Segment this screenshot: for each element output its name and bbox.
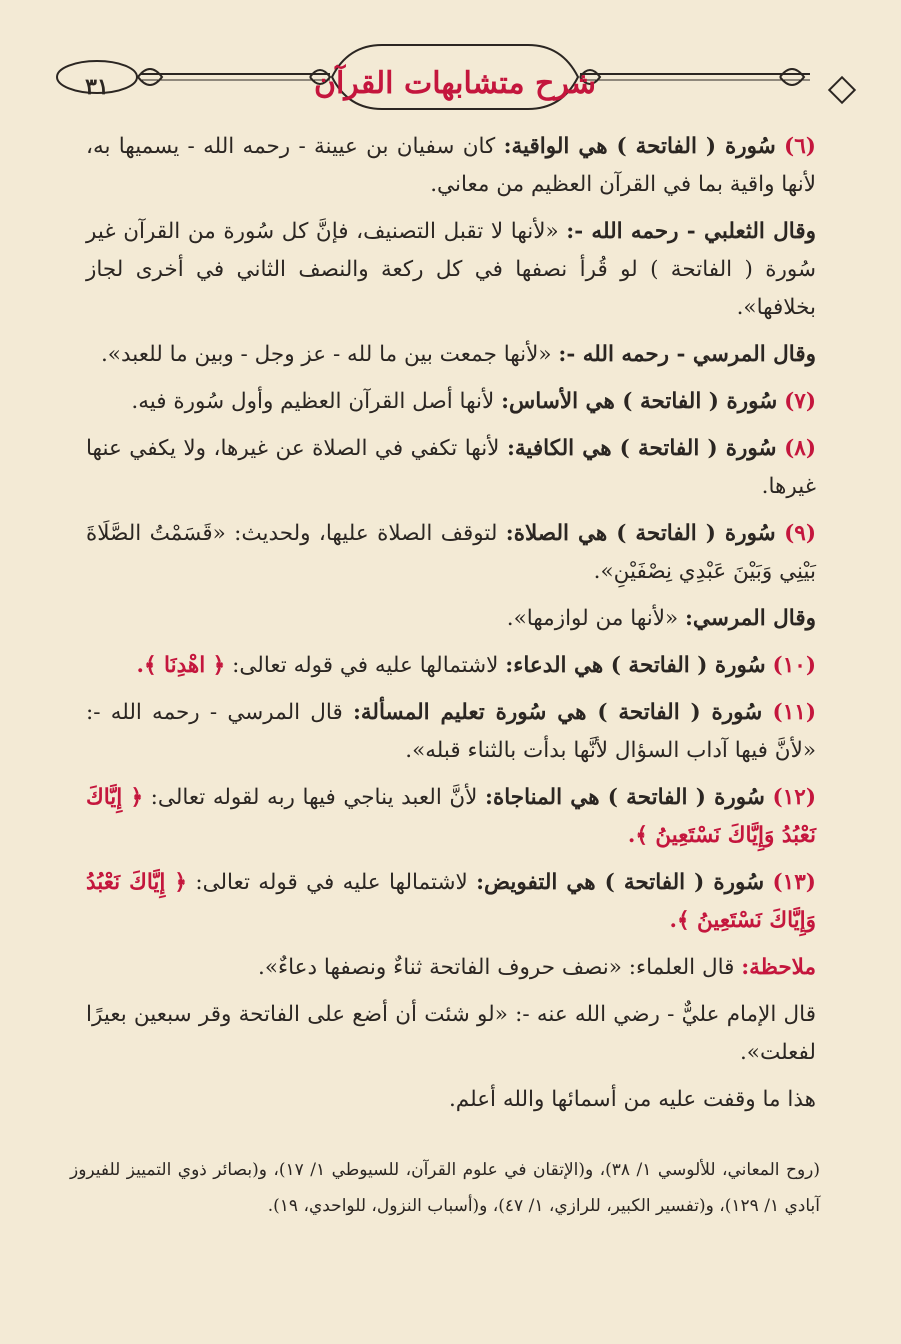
item-heading: وقال الثعلبي - رحمه الله -: xyxy=(566,219,816,244)
item-number: (٩) xyxy=(784,521,816,546)
item-heading: سُورة ( الفاتحة ) هي التفويض: xyxy=(476,870,765,895)
paragraph xyxy=(86,515,816,591)
page-number: ٣١ xyxy=(85,74,109,100)
item-text: لأنَّ العبد يناجي فيها ربه لقوله تعالى: xyxy=(150,785,478,810)
item-heading: سُورة ( الفاتحة ) هي الدعاء: xyxy=(505,653,766,678)
item-number: (٧) xyxy=(784,389,816,414)
page-header xyxy=(40,30,870,120)
paragraph xyxy=(86,383,816,421)
quran-verse: ﴿ إِيَّاكَ نَعْبُدُ وَإِيَّاكَ نَسْتَعِينُ ﴾. xyxy=(86,870,816,933)
item-number: (٨) xyxy=(784,436,816,461)
item-heading: سُورة ( الفاتحة ) هي المناجاة: xyxy=(485,785,765,810)
item-heading: سُورة ( الفاتحة ) هي سُورة تعليم المسألة: xyxy=(352,700,763,725)
paragraph xyxy=(86,600,816,638)
item-text: قال المرسي - رحمه الله -: «لأنَّ فيها آداب السؤال لأنَّها بدأت بالثناء قبله». xyxy=(86,700,816,763)
item-heading: وقال المرسي - رحمه الله -: xyxy=(558,342,816,367)
item-number: (١١) xyxy=(772,700,816,725)
item-number: (١٠) xyxy=(772,653,816,678)
item-heading: سُورة ( الفاتحة ) هي الكافية: xyxy=(506,436,777,461)
item-number: (١٣) xyxy=(772,870,816,895)
item-text: لأنها تكفي في الصلاة عن غيرها، ولا يكفي عنها غيرها. xyxy=(86,436,816,499)
item-text: لاشتمالها عليه في قوله تعالى: xyxy=(195,870,468,895)
paragraph xyxy=(86,647,816,685)
paragraph xyxy=(86,694,816,770)
item-text: لأنها أصل القرآن العظيم وأول سُورة فيه. xyxy=(131,389,495,414)
item-text: لتوقف الصلاة عليها، ولحديث: «قَسَمْتُ الصَّلَاةَ بَيْنِي وَبَيْنَ عَبْدِي نِصْفَيْنِ». xyxy=(86,521,816,584)
item-heading: وقال المرسي: xyxy=(684,606,816,631)
item-number: (٦) xyxy=(784,134,816,159)
item-text: «لأنها لا تقبل التصنيف، فإنَّ كل سُورة من القرآن غير سُورة ( الفاتحة ) لو قُرأ نصفها في كل ركعة والنصف الثاني في أخرى لجاز بخلافها». xyxy=(86,219,816,320)
paragraph xyxy=(86,1081,816,1119)
paragraph xyxy=(86,128,816,204)
quran-verse: ﴿ اهْدِنَا ﴾. xyxy=(136,653,226,678)
item-text: هذا ما وقفت عليه من أسمائها والله أعلم. xyxy=(448,1087,816,1112)
page-body xyxy=(86,128,816,1128)
item-text: قال الإمام عليٌّ - رضي الله عنه -: «لو شئت أن أضع على الفاتحة وقر سبعين بعيرًا لفعلت». xyxy=(86,1002,816,1065)
paragraph xyxy=(86,430,816,506)
item-heading: سُورة ( الفاتحة ) هي الواقية: xyxy=(503,134,776,159)
item-heading: سُورة ( الفاتحة ) هي الصلاة: xyxy=(505,521,776,546)
note-label: ملاحظة: xyxy=(741,955,816,980)
item-number: (١٢) xyxy=(772,785,817,810)
paragraph xyxy=(86,864,816,940)
paragraph xyxy=(86,336,816,374)
item-text: قال العلماء: «نصف حروف الفاتحة ثناءٌ ونصفها دعاءٌ». xyxy=(258,955,735,980)
item-text: كان سفيان بن عيينة - رحمه الله - يسميها به، لأنها واقية بما في القرآن العظيم من معاني. xyxy=(86,134,816,197)
book-title: شرح متشابهات القرآن xyxy=(313,66,597,101)
item-text: لاشتمالها عليه في قوله تعالى: xyxy=(232,653,499,678)
references: (روح المعاني، للألوسي ١/ ٣٨)، و(الإتقان في علوم القرآن، للسيوطي ١/ ١٧)، و(بصائر ذوي التمييز للفيروز آبادي ١/ ١٢٩)، و(تفسير الكبير، للرازي، ١/ ٤٧)، و(أسباب النزول، للواحدي، ١٩). xyxy=(70,1160,821,1216)
paragraph xyxy=(86,996,816,1072)
item-heading: سُورة ( الفاتحة ) هي الأساس: xyxy=(501,389,778,414)
paragraph xyxy=(86,949,816,987)
paragraph xyxy=(86,779,816,855)
item-text: «لأنها جمعت بين ما لله - عز وجل - وبين ما للعبد». xyxy=(100,342,552,367)
paragraph xyxy=(86,213,816,327)
quran-verse: ﴿ إِيَّاكَ نَعْبُدُ وَإِيَّاكَ نَسْتَعِينُ ﴾. xyxy=(86,785,816,848)
item-text: «لأنها من لوازمها». xyxy=(506,606,679,631)
